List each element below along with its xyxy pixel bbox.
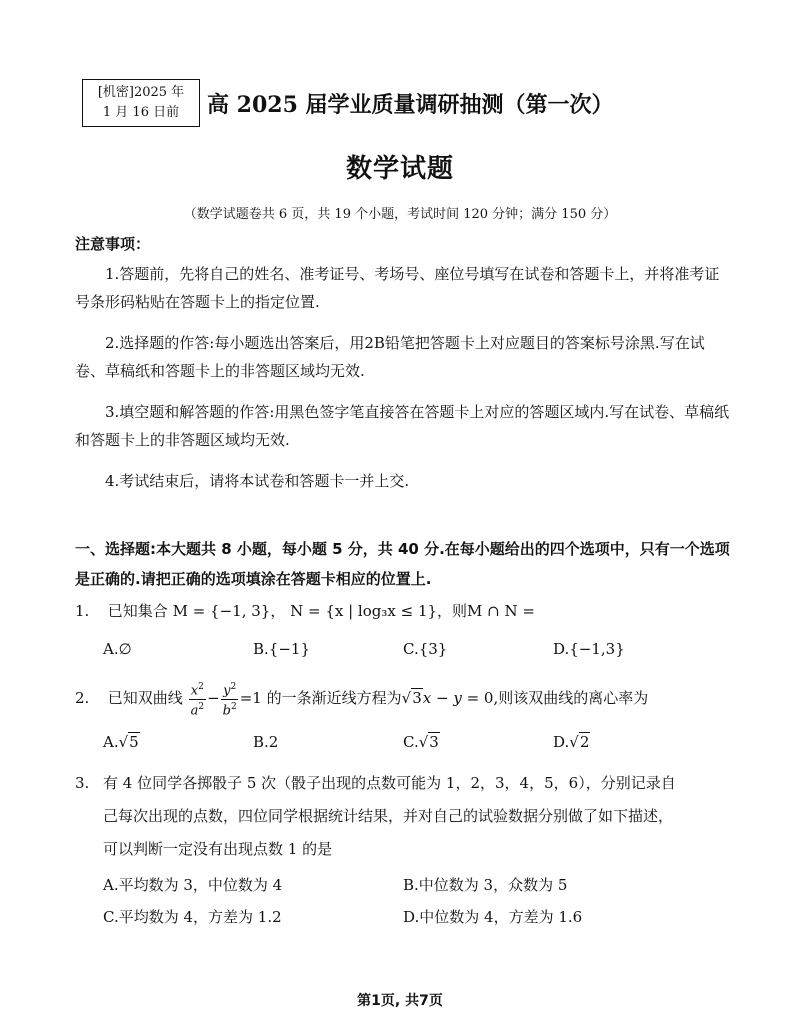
q2-option-d: D.√2 <box>553 733 590 751</box>
q1-option-d: D.{−1,3} <box>553 640 625 658</box>
subject-title: 数学试题 <box>345 154 454 184</box>
confidential-stamp <box>82 79 200 127</box>
q1-option-c: C.{3} <box>403 640 448 658</box>
q1-option-a: A.∅ <box>103 640 132 658</box>
question-2-stem-a: 已知双曲线 <box>107 689 183 707</box>
secret-line-1: [机密]2025 年 <box>97 85 185 100</box>
notice-item-3: 3.填空题和解答题的作答:用黑色签字笔直接答在答题卡上对应的答题区域内.写在试卷、草稿纸和答题卡上的非答题区域均无效. <box>75 403 730 449</box>
notice-item-1: 1.答题前，先将自己的姓名、准考证号、考场号、座位号填写在试卷和答题卡上，并将准考证号条形码粘贴在答题卡上的指定位置. <box>75 265 720 311</box>
exam-title: 高 2025 届学业质量调研抽测（第一次） <box>207 92 614 118</box>
asymptote-equation: √3x − y = 0 <box>401 689 494 707</box>
question-number: 3. <box>75 774 90 792</box>
q2-option-a: A.√5 <box>103 733 139 751</box>
set-m: M = {−1, 3} <box>172 602 271 620</box>
notice-item-4: 4.考试结束后，请将本试卷和答题卡一并上交. <box>105 472 410 490</box>
hyperbola-equation: $\frac{x^2}{a^2}$ − $\frac{y^2}{b^2}$ =1 <box>190 682 267 718</box>
q3-option-d: D.中位数为 4，方差为 1.6 <box>403 908 583 926</box>
question-1: 1. 已知集合 M = {−1, 3}， N = {x | log₃x ≤ 1}，则M ∩ N = <box>75 602 535 620</box>
notice-heading: 注意事项： <box>75 235 151 253</box>
q3-option-b: B.中位数为 3，众数为 5 <box>403 876 568 894</box>
question-1-stem-b: ，则 <box>437 602 468 620</box>
question-3-line-2: 己每次出现的点数，四位同学根据统计结果，并对自己的试验数据分别做了如下描述， <box>103 807 674 825</box>
question-2-stem-c: ,则该双曲线的离心率为 <box>493 689 649 707</box>
notice-item-2: 2.选择题的作答:每小题选出答案后，用2B铅笔把答题卡上对应题目的答案标号涂黑.写在试卷、草稿纸和答题卡上的非答题区域均无效. <box>75 334 705 380</box>
question-2 <box>75 680 648 718</box>
question-3 <box>75 772 676 793</box>
q3-option-a: A.平均数为 3，中位数为 4 <box>103 876 283 894</box>
set-n: N = {x | log₃x ≤ 1} <box>290 602 438 620</box>
question-3-line-3: 可以判断一定没有出现点数 1 的是 <box>103 840 333 858</box>
question-2-stem-b: 的一条渐近线方程为 <box>266 689 402 707</box>
q2-option-c: C.√3 <box>403 733 439 751</box>
q3-option-c: C.平均数为 4，方差为 1.2 <box>103 908 282 926</box>
q1-option-b: B.{−1} <box>253 640 310 658</box>
exam-info: （数学试题卷共 6 页，共 19 个小题，考试时间 120 分钟；满分 150 分） <box>183 207 617 222</box>
question-3-line-1: 有 4 位同学各掷骰子 5 次（骰子出现的点数可能为 1，2，3，4，5，6），分别记录自 <box>103 774 676 792</box>
page-number: 第1页, 共7页 <box>357 993 443 1009</box>
question-1-stem-a: 已知集合 <box>107 602 168 620</box>
q2-option-b: B.2 <box>253 733 279 751</box>
question-number: 2. <box>75 689 90 707</box>
secret-line-2: 1 月 16 日前 <box>102 105 180 120</box>
question-number: 1. <box>75 602 90 620</box>
section-1-heading: 一、选择题:本大题共 8 小题，每小题 5 分，共 40 分.在每小题给出的四个选项中，只有一个选项是正确的.请把正确的选项填涂在答题卡相应的位置上. <box>75 540 730 588</box>
intersection-expr: M ∩ N = <box>467 602 535 620</box>
